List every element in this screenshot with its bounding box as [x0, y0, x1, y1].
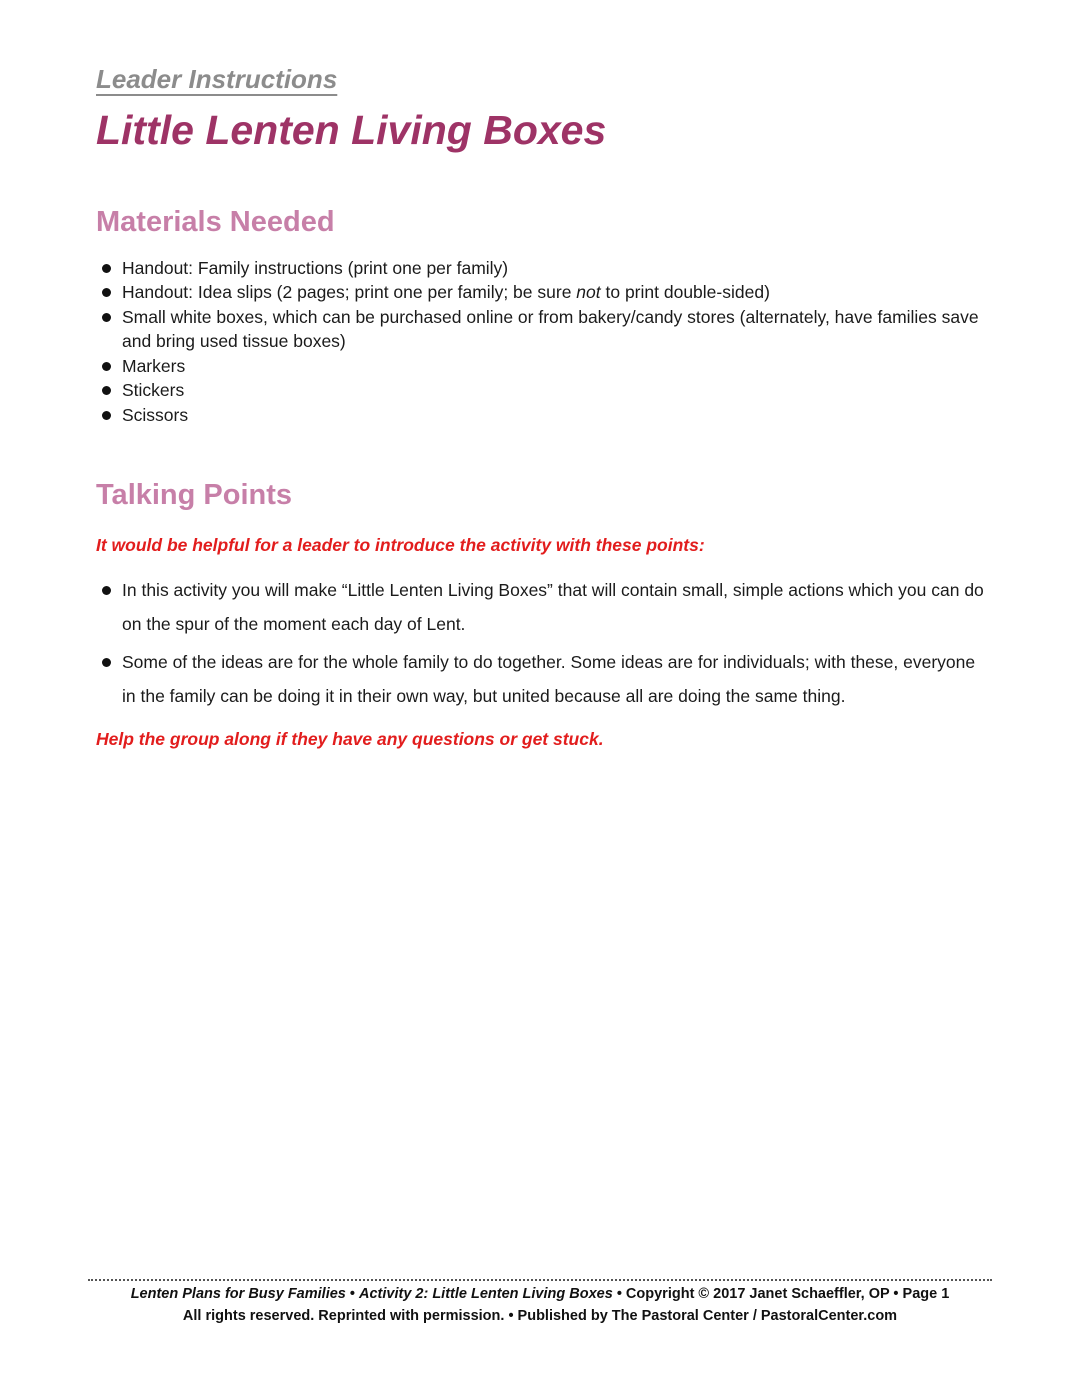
italic-text-segment: Lenten Plans for Busy Families: [130, 1286, 346, 1302]
text-segment: to print double-sided): [600, 282, 770, 303]
list-item-text: [122, 573, 985, 641]
list-item: [96, 403, 985, 428]
text-segment: •: [345, 1286, 359, 1302]
list-item-text: [122, 645, 985, 713]
list-item: [96, 354, 985, 379]
bullet-icon: [102, 586, 111, 595]
text-segment: Stickers: [122, 380, 185, 401]
materials-list: [96, 256, 985, 428]
list-item: [96, 645, 985, 713]
text-segment: Handout: Family instructions (print one per family): [122, 257, 509, 278]
list-item: [96, 280, 985, 305]
bullet-icon: [102, 658, 111, 667]
bullet-icon: [102, 411, 111, 420]
materials-needed-heading: Materials Needed: [96, 206, 335, 239]
list-item-text: [122, 280, 770, 305]
italic-text-segment: not: [576, 282, 601, 303]
text-segment: Scissors: [122, 404, 189, 425]
list-item-text: [122, 354, 185, 379]
bullet-icon: [102, 362, 111, 371]
list-item: [96, 378, 985, 403]
list-item-text: [122, 378, 184, 403]
list-item-text: [122, 256, 508, 281]
footer-line-1: [88, 1284, 992, 1306]
list-item-text: [122, 403, 188, 428]
text-segment: Handout: Idea slips (2 pages; print one per family; be sure: [122, 282, 577, 303]
list-item: [96, 573, 985, 641]
document-subtitle: Leader Instructions: [96, 64, 338, 94]
talking-points-heading: Talking Points: [96, 479, 293, 512]
page-title: Little Lenten Living Boxes: [96, 107, 607, 154]
text-segment: In this activity you will make “Little Lenten Living Boxes” that will contain small, simple actions which you can do on the spur of the moment each day of Lent.: [122, 579, 984, 634]
bullet-icon: [102, 386, 111, 395]
page-footer: [88, 1279, 992, 1327]
italic-text-segment: Activity 2: Little Lenten Living Boxes: [359, 1286, 613, 1302]
footer-line-2: All rights reserved. Reprinted with permission. • Published by The Pastoral Center / PastoralCenter.com: [182, 1307, 898, 1324]
list-item: [96, 305, 985, 354]
text-segment: Some of the ideas are for the whole family to do together. Some ideas are for individuals; with these, everyone in the family can be doing it in their own way, but united because all are doing the same thing.: [122, 651, 976, 706]
text-segment: Small white boxes, which can be purchased online or from bakery/candy stores (alternately, have families save and bring used tissue boxes): [122, 306, 979, 352]
bullet-icon: [102, 264, 111, 273]
text-segment: Markers: [122, 355, 186, 376]
list-item-text: [122, 305, 985, 354]
talking-points-list: [96, 573, 985, 713]
leader-intro-note: It would be helpful for a leader to introduce the activity with these points:: [96, 534, 705, 555]
text-segment: • Copyright © 2017 Janet Schaeffler, OP • Page 1: [612, 1286, 950, 1302]
list-item: [96, 256, 985, 281]
bullet-icon: [102, 288, 111, 297]
bullet-icon: [102, 313, 111, 322]
leader-outro-note: Help the group along if they have any questions or get stuck.: [96, 728, 604, 749]
